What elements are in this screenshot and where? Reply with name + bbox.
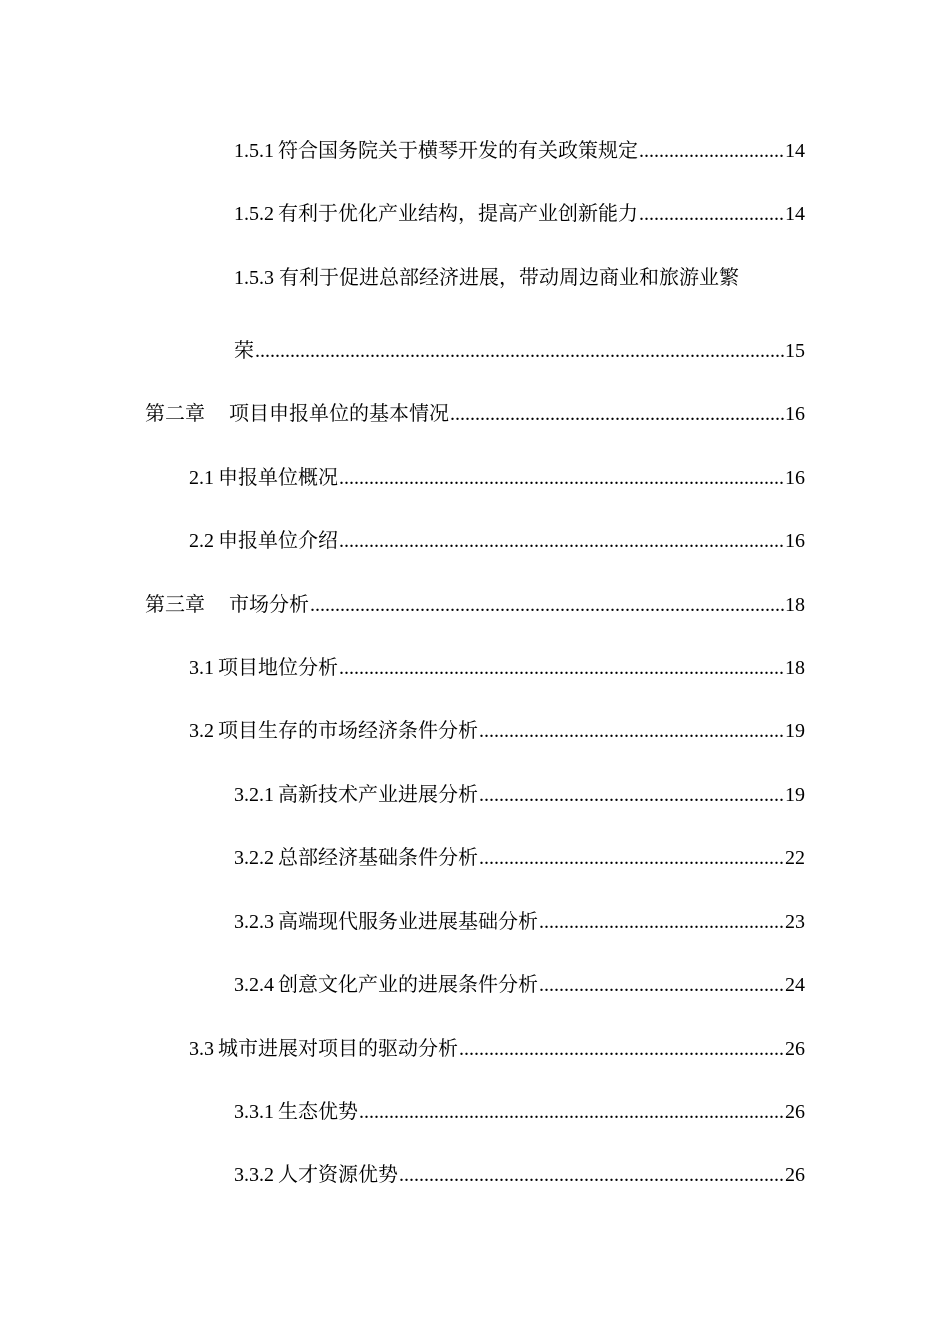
toc-dot-leader [450,399,784,429]
toc-page-number: 18 [785,657,805,679]
toc-entry-title: 项目生存的市场经济条件分析 [218,720,478,742]
toc-entry-title: 生态优势 [278,1101,358,1123]
toc-entry-1-5-2[interactable] [234,199,805,229]
toc-entry-chapter-3[interactable] [145,590,805,620]
toc-entry-3-2-1[interactable] [234,780,805,810]
toc-dot-leader [459,1034,784,1064]
toc-page-number: 16 [785,403,805,425]
toc-page-number: 23 [785,911,805,933]
toc-entry-3-3-2[interactable] [234,1160,805,1190]
toc-dot-leader [339,463,784,493]
toc-entry-title: 城市进展对项目的驱动分析 [218,1038,458,1060]
toc-page-number: 16 [785,467,805,489]
toc-page-number: 19 [785,784,805,806]
toc-page-number: 15 [785,340,805,362]
toc-page-number: 26 [785,1164,805,1186]
toc-dot-leader [339,653,784,683]
toc-entry-title: 创意文化产业的进展条件分析 [278,974,538,996]
toc-entry-title: 符合国务院关于横琴开发的有关政策规定 [278,140,638,162]
toc-dot-leader [399,1160,784,1190]
toc-entry-3-1[interactable] [189,653,805,683]
toc-entry-title: 项目申报单位的基本情况 [229,403,449,425]
toc-entry-3-2-3[interactable] [234,907,805,937]
toc-entry-1-5-1[interactable] [234,136,805,166]
toc-entry-number: 3.3.2 [234,1164,274,1186]
toc-entry-title: 总部经济基础条件分析 [278,847,478,869]
toc-dot-leader [479,843,784,873]
toc-entry-3-3[interactable] [189,1034,805,1064]
toc-entry-title: 市场分析 [229,594,309,616]
toc-entry-number: 3.3.1 [234,1101,274,1123]
toc-entry-number: 3.3 [189,1038,214,1060]
toc-entry-3-2-2[interactable] [234,843,805,873]
toc-entry-number: 1.5.2 [234,203,274,225]
toc-page-number: 14 [785,140,805,162]
toc-page-number: 14 [785,203,805,225]
toc-entry-title: 荣 [234,340,254,362]
toc-entry-1-5-3[interactable] [234,263,739,293]
toc-dot-leader [339,526,784,556]
toc-entry-title: 人才资源优势 [278,1164,398,1186]
toc-page-number: 18 [785,594,805,616]
toc-dot-leader [359,1097,784,1127]
toc-entry-number: 2.1 [189,467,214,489]
toc-page-number: 19 [785,720,805,742]
toc-dot-leader [479,716,784,746]
toc-entry-number: 3.1 [189,657,214,679]
toc-entry-title: 有利于优化产业结构，提高产业创新能力 [278,203,638,225]
toc-entry-number: 3.2.4 [234,974,274,996]
toc-chapter-number: 第二章 [145,403,205,425]
toc-entry-number: 2.2 [189,530,214,552]
toc-entry-chapter-2[interactable] [145,399,805,429]
toc-entry-2-1[interactable] [189,463,805,493]
toc-page-number: 26 [785,1101,805,1123]
toc-entry-title: 有利于促进总部经济进展，带动周边商业和旅游业繁 [279,267,739,289]
toc-dot-leader [539,907,784,937]
toc-entry-title: 高新技术产业进展分析 [278,784,478,806]
toc-entry-3-2[interactable] [189,716,805,746]
toc-entry-title: 高端现代服务业进展基础分析 [278,911,538,933]
toc-entry-number: 3.2 [189,720,214,742]
toc-entry-title: 项目地位分析 [218,657,338,679]
toc-chapter-number: 第三章 [145,594,205,616]
toc-entry-number: 3.2.3 [234,911,274,933]
toc-dot-leader [310,590,784,620]
toc-dot-leader [539,970,784,1000]
toc-dot-leader [255,336,784,366]
toc-entry-number: 1.5.3 [234,267,274,289]
toc-dot-leader [639,136,784,166]
toc-entry-number: 3.2.2 [234,847,274,869]
toc-entry-number: 3.2.1 [234,784,274,806]
toc-page-number: 24 [785,974,805,996]
toc-dot-leader [639,199,784,229]
toc-page-number: 22 [785,847,805,869]
toc-entry-title: 申报单位概况 [218,467,338,489]
toc-entry-3-3-1[interactable] [234,1097,805,1127]
toc-entry-3-2-4[interactable] [234,970,805,1000]
toc-page-number: 26 [785,1038,805,1060]
toc-entry-2-2[interactable] [189,526,805,556]
toc-page-number: 16 [785,530,805,552]
toc-entry-1-5-3-continued[interactable] [234,336,805,366]
toc-dot-leader [479,780,784,810]
toc-entry-title: 申报单位介绍 [218,530,338,552]
toc-entry-number: 1.5.1 [234,140,274,162]
